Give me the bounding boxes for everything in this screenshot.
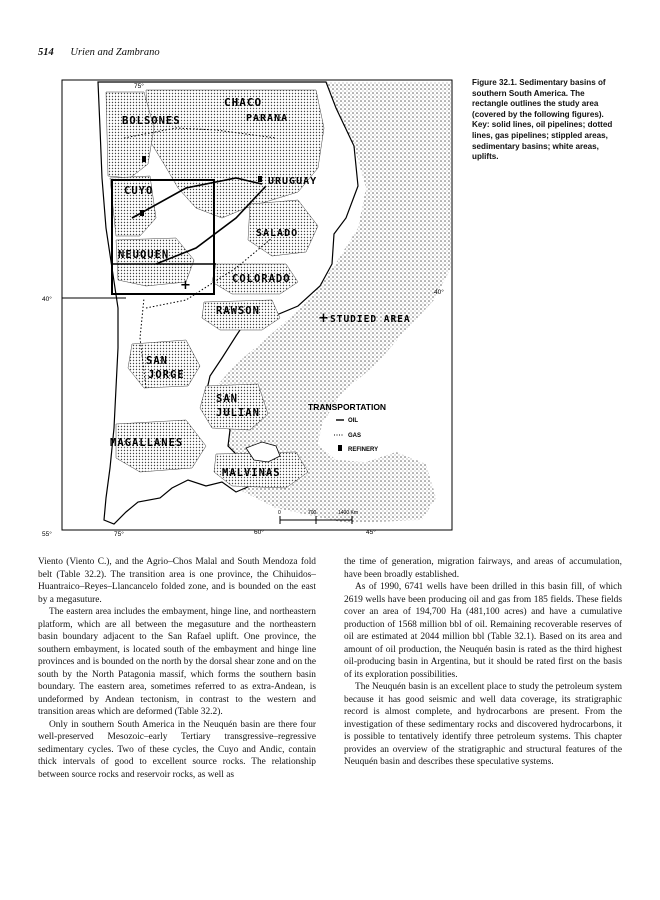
label-uruguay: URUGUAY	[268, 176, 318, 187]
studied-area-cross: +	[318, 311, 329, 326]
paragraph: Only in southern South America in the Neuquén basin are there four well-preserved Mesozoic–early Tertiary transgressive–regressive sedimentary cycles. Two of these cycles, the Cuyo and Andic, contain thick intervals of good to excellent source rocks. The relationship between source rocks and reservoir rocks, as well as	[38, 719, 316, 780]
bolsones-basin	[106, 92, 154, 178]
label-salado: SALADO	[256, 228, 299, 239]
page-number: 514	[38, 47, 54, 58]
label-san: SAN	[146, 355, 168, 367]
refinery-marker	[142, 156, 146, 162]
label-cuyo: CUYO	[124, 185, 154, 197]
label-rawson: RAWSON	[216, 305, 260, 317]
legend-gas-label: GAS	[348, 433, 362, 439]
studied-area-marker: +	[180, 278, 191, 293]
coord-lon45: 45°	[366, 529, 376, 536]
scale-mid: 700	[308, 510, 317, 516]
coord-lat40-right: 40°	[434, 289, 444, 296]
legend-refinery-icon	[338, 445, 342, 451]
paragraph: Viento (Viento C.), and the Agrio–Chos Malal and South Mendoza fold belt (Table 32.2). The transition area is one province, the Chihuidos–Huantraico–Reyes–Llancancelo folded zone, and is bounded on the east by a megasuture.	[38, 557, 316, 605]
refinery-marker-2	[258, 176, 262, 182]
coord-lon75-top: 75°	[134, 83, 144, 90]
page-header	[38, 47, 160, 58]
label-colorado: COLORADO	[232, 273, 291, 285]
coord-lat40-left: 40°	[42, 296, 52, 303]
label-san-julian-top: SAN	[216, 393, 238, 405]
paragraph: The eastern area includes the embayment, hinge line, and northeastern platform, which are all between the megasuture and the northeastern basin boundary adjacent to the San Rafael uplift. One province, the southern embayment, is located south of the embayment and hinge line provinces and is bounded on the north by the dorsal shear zone and on the south by the North Patagonia massif, which forms the southern basin boundary. The eastern area, sometimes referred to as extra-Andean, is undeformed by Andean tectonism, in contrast to the western and transition areas which are deformed (Table 32.2).	[38, 607, 316, 717]
paragraph: The Neuquén basin is an excellent place to study the petroleum system because it has good seismic and well data coverage, its stratigraphic record is almost complete, and hydrocarbons are present. From the investigation of these sedimentary rocks and discovered hydrocarbons, it is possible to tentatively identify three petroleum systems. This chapter provides an overview of the stratigraphic and structural features of the Neuquén basin and describes these speculative systems.	[344, 682, 622, 767]
label-jorge: JORGE	[148, 369, 185, 381]
label-chaco: CHACO	[224, 96, 263, 109]
coord-lon75-bottom: 75°	[114, 531, 124, 538]
label-magallanes: MAGALLANES	[110, 437, 184, 449]
label-julian: JULIAN	[216, 407, 260, 419]
refinery-marker-3	[140, 210, 144, 216]
legend-refinery-label: REFINERY	[348, 447, 379, 453]
scale-zero: 0	[278, 510, 281, 516]
coord-lat55: 55°	[42, 531, 52, 538]
sedimentary-basins-map	[36, 68, 456, 538]
coord-lon60: 60°	[254, 529, 264, 536]
scale-end: 1400 Km	[338, 510, 359, 516]
paragraph: As of 1990, 6741 wells have been drilled in this basin fill, of which 2619 wells have been producing oil and gas from 185 fields. These fields cover an area of 194,700 Ha (481,100 acres) and have a cumulative production of 1568 million bbl of oil. Remaining recoverable reserves of oil are estimated at 2044 million bbl (Table 32.1). Based on its area and amount of oil production, the Neuquén basin is rated as the third highest oil-producing basin in Argentina, but it should be rated first on the basis of its exploration possibilities.	[344, 582, 622, 680]
legend-title: TRANSPORTATION	[308, 402, 387, 412]
label-malvinas: MALVINAS	[222, 467, 281, 479]
running-head-authors: Urien and Zambrano	[70, 47, 160, 58]
label-bolsones: BOLSONES	[122, 115, 181, 127]
text-column-left	[38, 556, 316, 781]
paragraph: the time of generation, migration fairways, and areas of accumulation, have been broadly established.	[344, 557, 622, 580]
studied-area-label: STUDIED AREA	[330, 314, 411, 325]
text-column-right	[344, 556, 622, 769]
legend-oil-label: OIL	[348, 418, 358, 424]
figure-caption: Figure 32.1. Sedimentary basins of southern South America. The rectangle outlines the study area (covered by the following figures). Key: solid lines, oil pipelines; dotted lines, gas pipelines; stippled areas, sedimentary basins; white areas, uplifts.	[472, 78, 613, 162]
label-neuquen: NEUQUEN	[118, 249, 170, 261]
label-parana: PARANA	[246, 113, 289, 124]
